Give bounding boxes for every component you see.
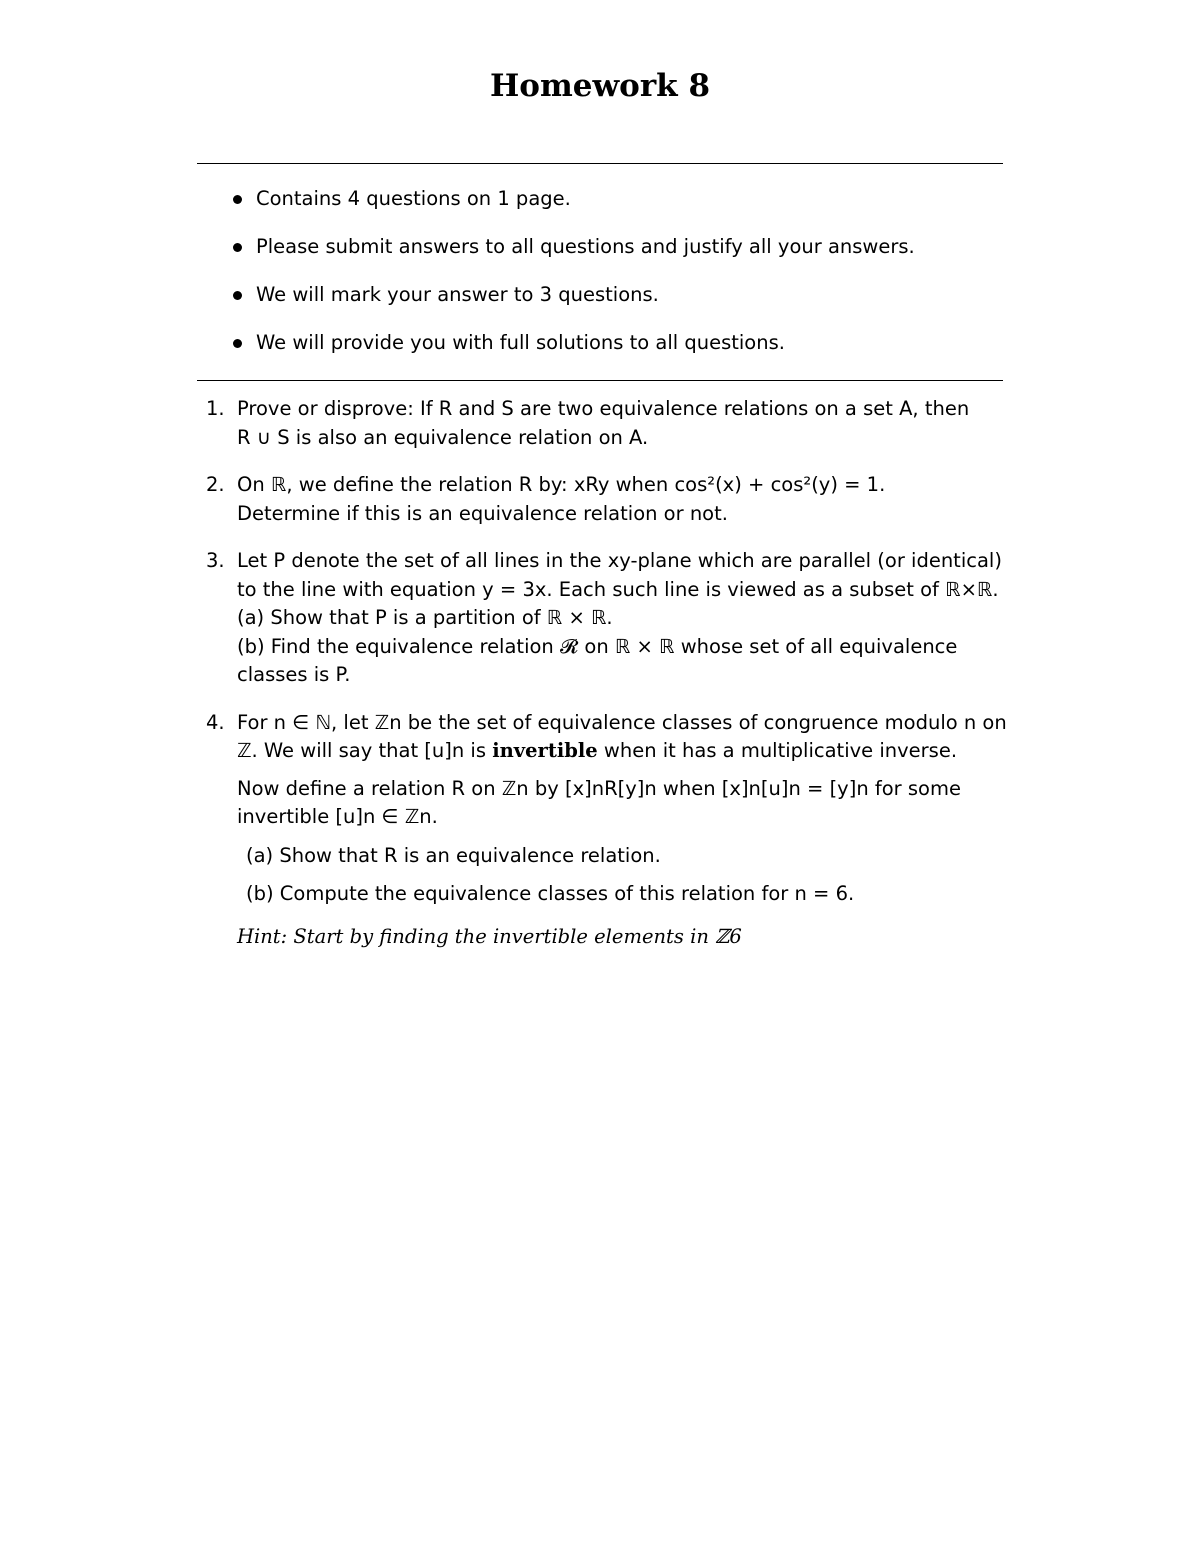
question-part-b: (b) Find the equivalence relation 𝓡 on ℝ × ℝ whose set of all equivalence [237, 634, 958, 658]
instruction-item [230, 280, 1000, 328]
instruction-text: Please submit answers to all questions and justify all your answers. [256, 235, 915, 258]
question-part-a: (a) Show that R is an equivalence relation. [246, 843, 661, 867]
question-1 [206, 395, 1003, 452]
bullet-icon [233, 291, 242, 300]
question-text: R ∪ S is also an equivalence relation on A. [237, 425, 649, 449]
top-divider [197, 163, 1003, 164]
question-text: classes is P. [237, 663, 351, 686]
question-2 [206, 471, 1003, 528]
question-text-part: when it has a multiplicative inverse. [597, 739, 958, 762]
question-text: Determine if this is an equivalence relation or not. [237, 501, 728, 525]
question-number: 2. [206, 473, 225, 496]
bullet-icon [233, 339, 242, 348]
question-4 [206, 709, 1007, 952]
question-text: Prove or disprove: If R and S are two equivalence relations on a set A, then [237, 397, 970, 420]
question-text: On ℝ, we define the relation R by: xRy when cos²(x) + cos²(y) = 1. [237, 473, 886, 496]
question-text: Let P denote the set of all lines in the xy-plane which are parallel (or identical) [237, 549, 1002, 572]
instructions-list [230, 184, 1000, 376]
hint-text: Hint: Start by finding the invertible elements in ℤ6 [237, 924, 742, 948]
instruction-item [230, 184, 1000, 232]
question-number: 1. [206, 397, 225, 420]
bullet-icon [233, 195, 242, 204]
question-text [237, 737, 1003, 766]
question-number: 4. [206, 710, 225, 734]
instruction-item [230, 328, 1000, 376]
instruction-item [230, 232, 1000, 280]
question-list [206, 395, 1007, 970]
bullet-icon [233, 243, 242, 252]
definition-paragraph [237, 775, 1003, 832]
page-title: Homework 8 [489, 68, 711, 104]
question-text-part: ℤ. We will say that [u]n is [237, 739, 493, 762]
bottom-divider [197, 380, 1003, 381]
instruction-text: We will mark your answer to 3 questions. [256, 283, 659, 306]
invertible-term: invertible [492, 739, 598, 762]
question-number: 3. [206, 549, 225, 572]
question-text: Now define a relation R on ℤn by [x]nR[y]n when [x]n[u]n = [y]n for some [237, 776, 961, 800]
instruction-text: Contains 4 questions on 1 page. [256, 187, 571, 210]
question-part-a: (a) Show that P is a partition of ℝ × ℝ. [237, 606, 613, 629]
question-part-b: (b) Compute the equivalence classes of this relation for n = 6. [246, 882, 855, 905]
question-3 [206, 547, 1003, 690]
question-text: For n ∈ ℕ, let ℤn be the set of equivalence classes of congruence modulo n on [237, 710, 1007, 734]
question-text: invertible [u]n ∈ ℤn. [237, 805, 438, 828]
question-text: to the line with equation y = 3x. Each such line is viewed as a subset of ℝ×ℝ. [237, 577, 999, 601]
instruction-text: We will provide you with full solutions to all questions. [256, 331, 785, 354]
